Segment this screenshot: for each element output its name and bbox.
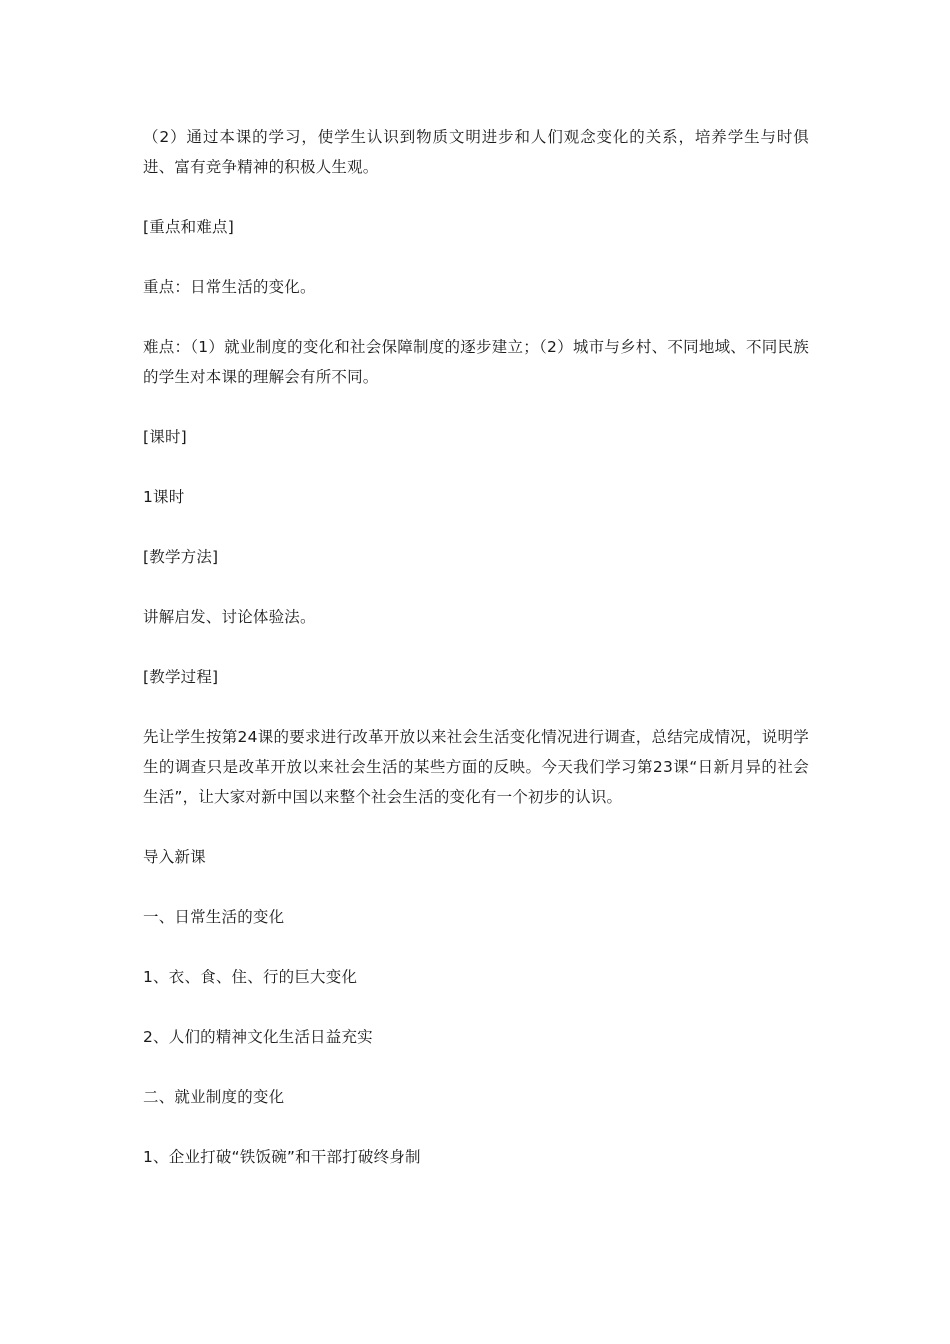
section-heading-daily-life: 一、日常生活的变化	[143, 908, 285, 926]
paragraph-objective-2: （2）通过本课的学习，使学生认识到物质文明进步和人们观念变化的关系，培养学生与时俱进、富有竞争精神的积极人生观。	[143, 128, 809, 176]
list-item-cultural-life: 2、人们的精神文化生活日益充实	[143, 1028, 373, 1046]
heading-key-and-difficult-points: [重点和难点]	[143, 218, 234, 236]
section-heading-employment-system: 二、就业制度的变化	[143, 1088, 285, 1106]
heading-teaching-process: [教学过程]	[143, 668, 219, 686]
list-item-clothing-food-housing: 1、衣、食、住、行的巨大变化	[143, 968, 358, 986]
paragraph-teaching-process: 先让学生按第24课的要求进行改革开放以来社会生活变化情况进行调查，总结完成情况，说明学生的调查只是改革开放以来社会生活的某些方面的反映。今天我们学习第23课“日新月异的社会生活”，让大家对新中国以来整个社会生活的变化有一个初步的认识。	[143, 728, 809, 806]
paragraph-new-lesson-intro: 导入新课	[143, 848, 206, 866]
list-item-iron-rice-bowl: 1、企业打破“铁饭碗”和干部打破终身制	[143, 1148, 421, 1166]
document-body	[143, 122, 809, 1202]
paragraph-teaching-method: 讲解启发、讨论体验法。	[143, 608, 316, 626]
paragraph-difficult-points: 难点：（1）就业制度的变化和社会保障制度的逐步建立；（2）城市与乡村、不同地域、不同民族的学生对本课的理解会有所不同。	[143, 338, 809, 386]
paragraph-key-point: 重点：日常生活的变化。	[143, 278, 316, 296]
heading-teaching-method: [教学方法]	[143, 548, 219, 566]
paragraph-class-hours: 1课时	[143, 488, 185, 506]
heading-class-hours: [课时]	[143, 428, 187, 446]
